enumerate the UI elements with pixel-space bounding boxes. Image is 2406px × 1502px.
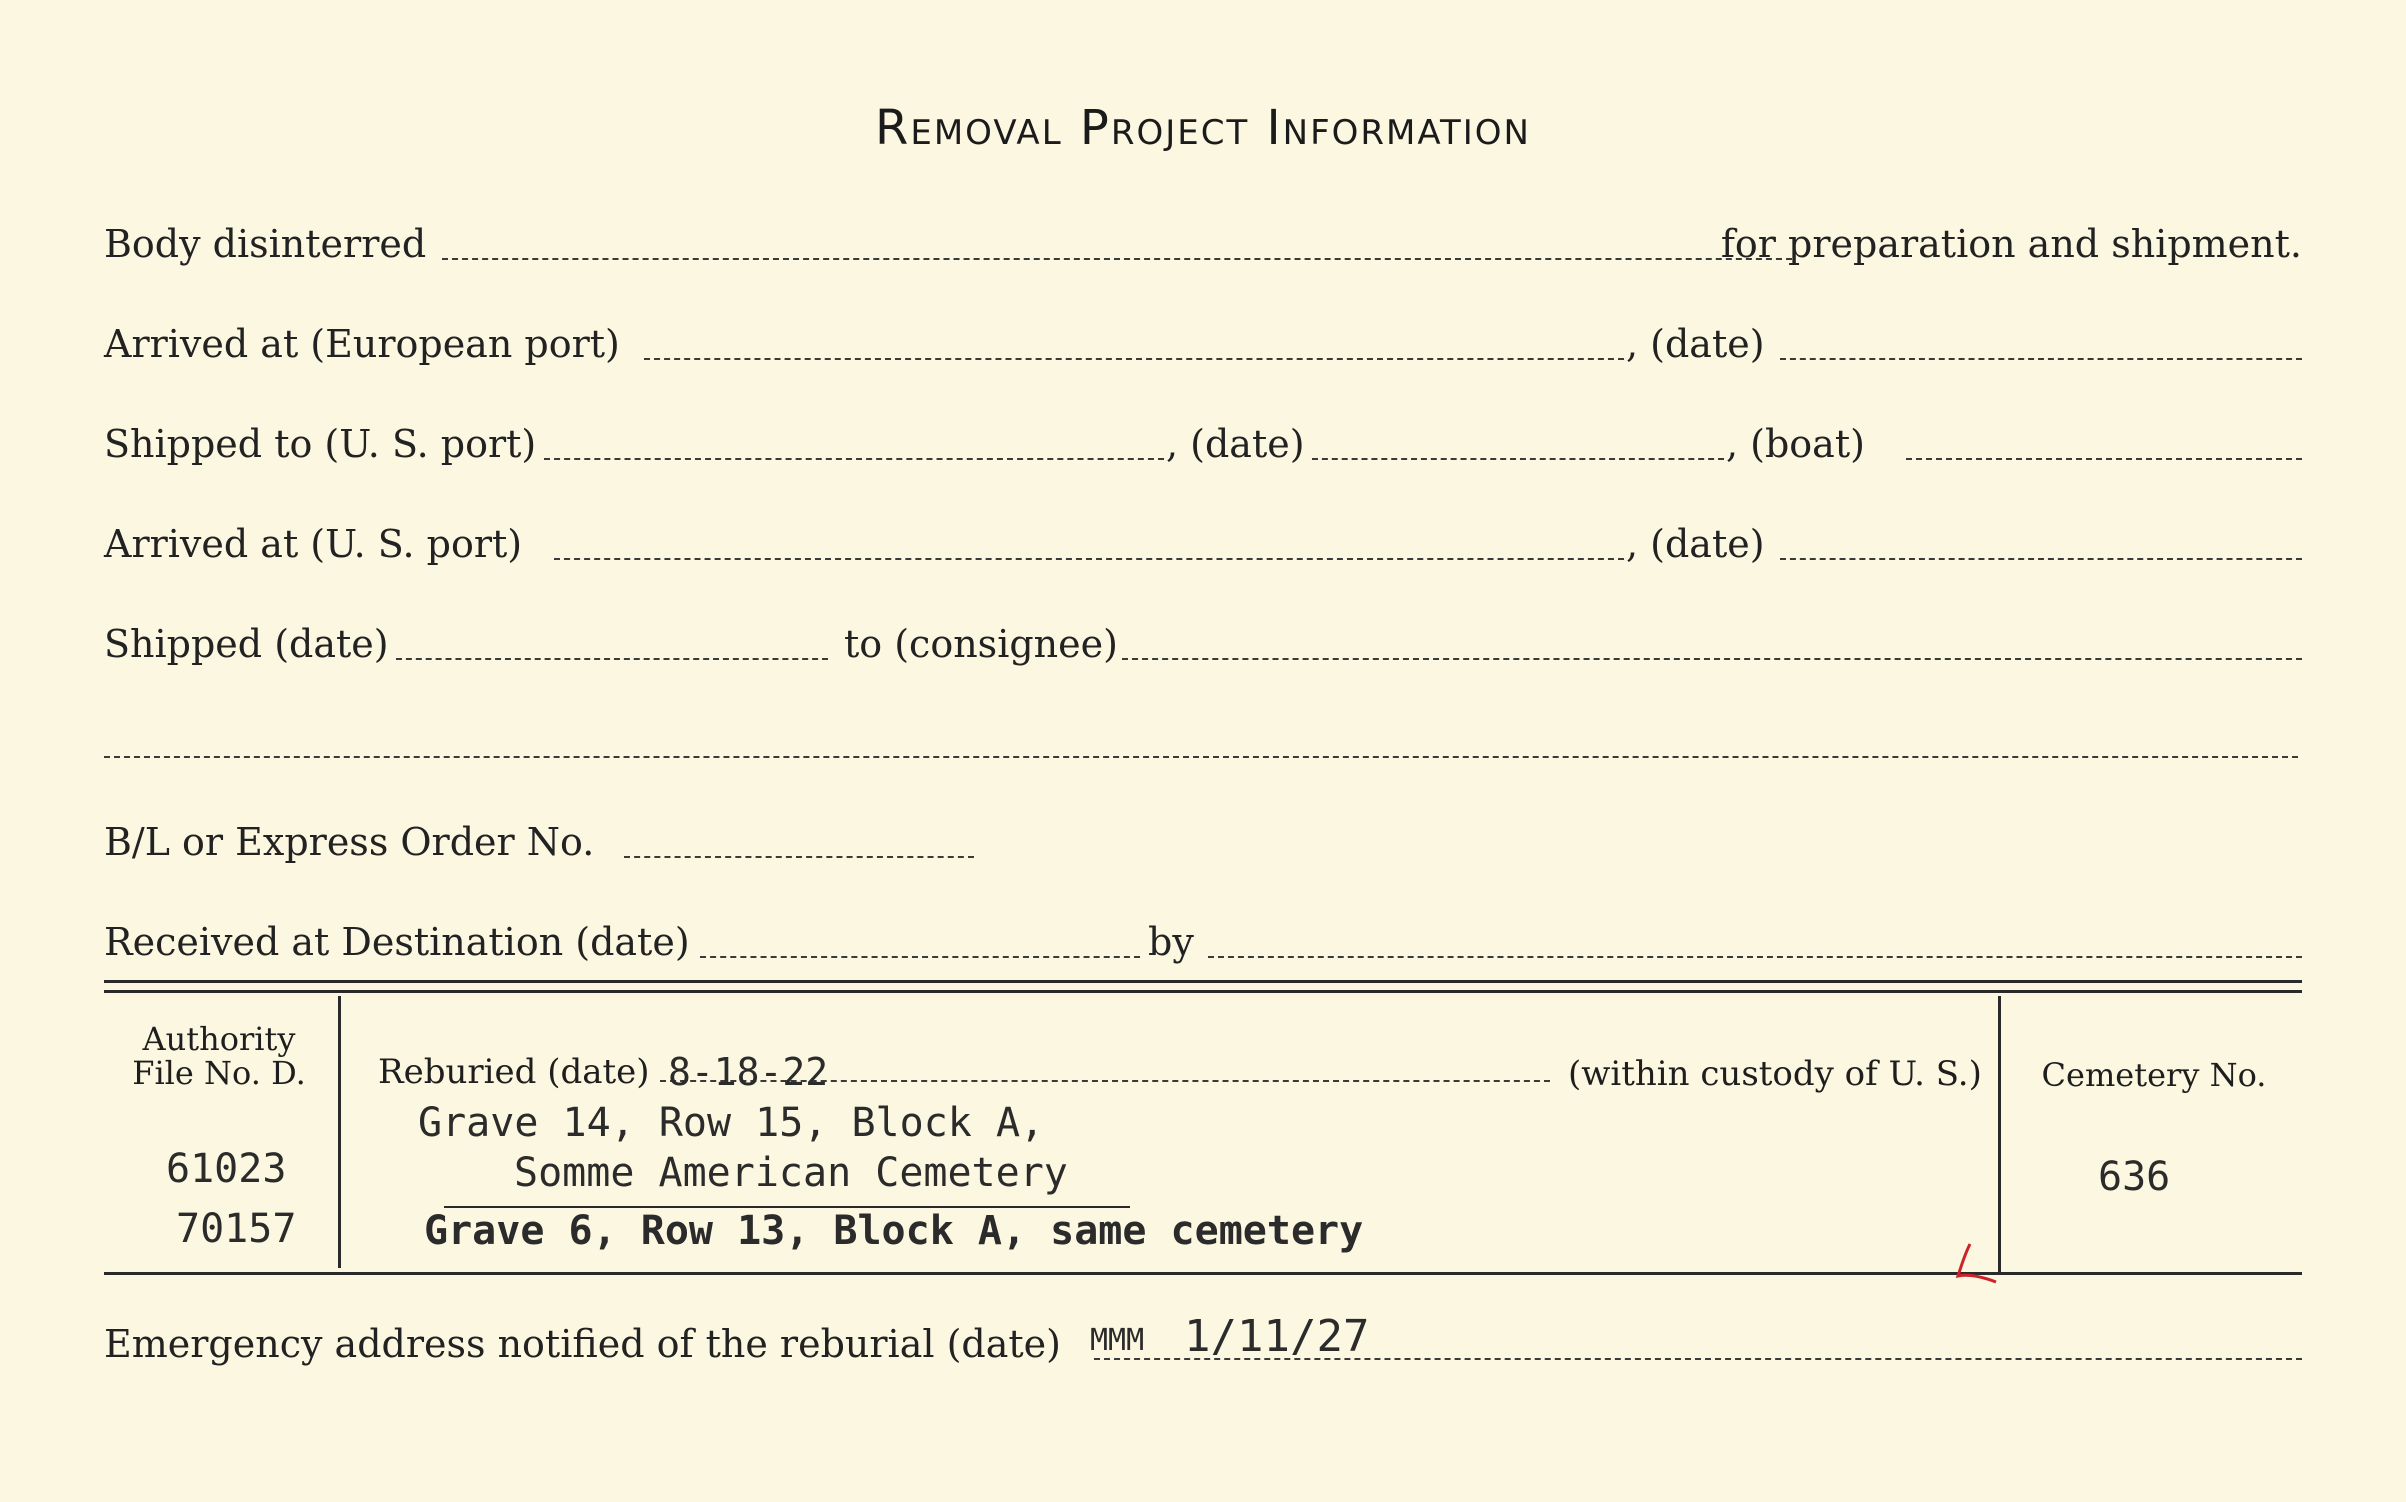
- grave-line-3: Grave 6, Row 13, Block A, same cemetery: [424, 1208, 1364, 1254]
- blank-shipped-date: [396, 658, 828, 660]
- label-date-2: , (date): [1166, 422, 1305, 466]
- blank-date-1: [1780, 358, 2302, 360]
- label-by: by: [1148, 920, 1194, 964]
- label-date-1: , (date): [1626, 322, 1765, 366]
- cemetery-header: Cemetery No.: [2041, 1056, 2267, 1094]
- emergency-initials: MMM: [1090, 1323, 1145, 1358]
- row-continuation: [104, 710, 2302, 774]
- blank-received-by: [1208, 956, 2302, 958]
- file-no-label: File No. D.: [132, 1054, 306, 1092]
- blank-received-date: [700, 956, 1140, 958]
- blank-continuation: [104, 756, 2298, 758]
- row-received: [104, 910, 2302, 974]
- row-emergency: [104, 1312, 2302, 1376]
- blank-bl-order: [624, 856, 974, 858]
- blank-consignee: [1122, 658, 2302, 660]
- label-reburied: Reburied (date): [378, 1052, 650, 1092]
- red-check-mark: [1950, 1236, 2006, 1292]
- reburied-date: 8-18-22: [668, 1050, 829, 1094]
- label-shipped-us: Shipped to (U. S. port): [104, 422, 537, 466]
- row-shipped-date: [104, 612, 2302, 676]
- label-to-consignee: to (consignee): [844, 622, 1118, 666]
- blank-us-arrival: [554, 558, 1624, 560]
- label-received-dest: Received at Destination (date): [104, 920, 690, 964]
- row-arrived-us: [104, 512, 2302, 576]
- table-top-rule: [104, 980, 2302, 983]
- emergency-date: 1/11/27: [1184, 1311, 1370, 1362]
- label-arrived-european: Arrived at (European port): [104, 322, 620, 366]
- label-body-disinterred: Body disinterred: [104, 222, 427, 266]
- row-arrived-european: [104, 312, 2302, 376]
- divider-right: [1998, 996, 2001, 1272]
- label-bl-order: B/L or Express Order No.: [104, 820, 595, 864]
- table-top-rule-2: [104, 990, 2302, 993]
- file-no-2: 70157: [176, 1206, 297, 1252]
- grave-line-2: Somme American Cemetery: [514, 1150, 1068, 1196]
- divider-left: [338, 996, 341, 1268]
- blank-us-port: [544, 458, 1164, 460]
- row-body-disinterred: [104, 212, 2302, 276]
- blank-boat: [1906, 458, 2302, 460]
- label-custody: (within custody of U. S.): [1568, 1054, 1982, 1094]
- cemetery-no: 636: [2098, 1154, 2171, 1200]
- file-no-1: 61023: [166, 1146, 287, 1192]
- blank-disinterred: [442, 258, 1792, 260]
- authority-label: Authority: [142, 1020, 296, 1058]
- label-shipped-date: Shipped (date): [104, 622, 389, 666]
- blank-date-2: [1312, 458, 1724, 460]
- authority-header: [104, 1022, 334, 1090]
- row-shipped-us: [104, 412, 2302, 476]
- row-bl-order: [104, 810, 2302, 874]
- label-date-3: , (date): [1626, 522, 1765, 566]
- label-for-preparation: for preparation and shipment.: [1720, 222, 2302, 266]
- grave-line-1: Grave 14, Row 15, Block A,: [418, 1100, 1045, 1146]
- blank-european-port: [644, 358, 1624, 360]
- label-arrived-us: Arrived at (U. S. port): [104, 522, 523, 566]
- page-title: Removal Project Information: [875, 100, 1531, 156]
- label-emergency: Emergency address notified of the reburial (date): [104, 1322, 1061, 1366]
- blank-date-3: [1780, 558, 2302, 560]
- label-boat: , (boat): [1726, 422, 1865, 466]
